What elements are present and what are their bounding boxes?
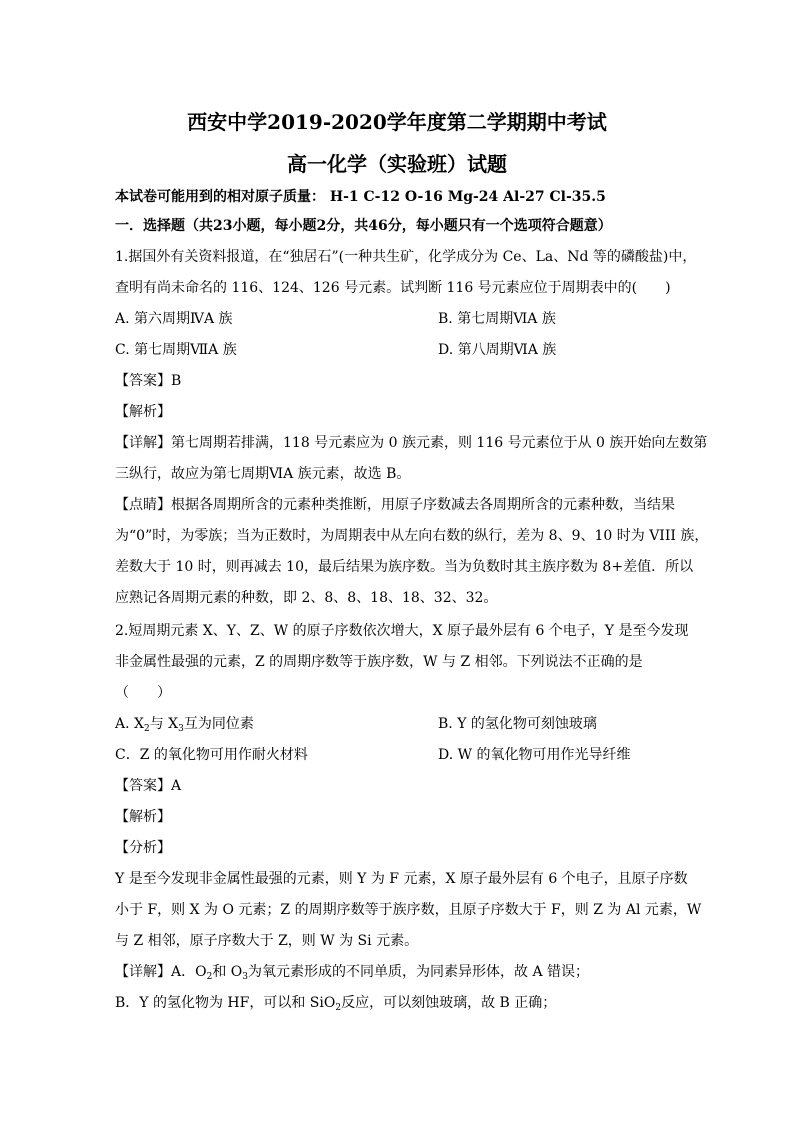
q2-option-d: D. W 的氧化物可用作光导纤维 [438,747,631,763]
q1-option-c: C. 第七周期ⅦA 族 [115,342,237,358]
q1-detail-line1: 【详解】第七周期若排满，118 号元素应为 0 族元素，则 116 号元素位于从 0 族开始向左数第 [115,435,708,451]
q2-detail-a-mid: 和 O [212,964,243,980]
q2-detail-a-sub1: 2 [206,972,213,982]
exam-title: 西安中学2019-2020学年度第二学期期中考试 [187,110,607,134]
q1-answer: 【答案】B [115,373,182,389]
q1-option-b: B. 第七周期ⅥA 族 [438,311,556,327]
q1-stem-line2: 查明有尚未命名的 116、124、126 号元素。试判断 116 号元素应位于周期表中的( ) [115,280,671,296]
q2-detail-b [115,993,556,1013]
q2-detail-a-sub2: 3 [242,972,248,982]
q1-analysis-tag: 【解析】 [115,404,171,420]
q2-stem-line3: （ ） [115,685,171,701]
q1-tip-line4: 应熟记各周期元素的种数，即 2、8、8、18、18、32、32。 [115,590,498,606]
q2-detail-b-sub: 2 [335,1003,342,1013]
atomic-masses-note: 本试卷可能用到的相对原子质量： H-1 C-12 O-16 Mg-24 Al-27 Cl-35.5 [115,189,606,205]
q2-detail-a-post: 为氧元素形成的不同单质，为同素异形体，故 A 错误； [248,964,590,980]
q2-option-a [115,714,254,734]
q2-option-a-mid: 与 X [149,716,179,732]
q2-stem-line2: 非金属性最强的元素，Z 的周期序数等于族序数，W 与 Z 相邻。下列说法不正确的是 [115,654,643,670]
q1-tip-line2: 为“0”时，为零族；当为正数时，为周期表中从左向右数的纵行，差为 8、9、10 时为 VIII 族， [115,528,709,544]
q1-option-d: D. 第八周期ⅥA 族 [438,342,557,358]
q2-detail-a [115,962,589,982]
q2-option-b: B. Y 的氢化物可刻蚀玻璃 [438,716,597,732]
q2-option-a-pre: A. X [115,716,144,732]
q1-stem-line1: 1.据国外有关资料报道，在“独居石”(一种共生矿，化学成分为 Ce、La、Nd 等的磷酸盐)中， [115,249,697,265]
q2-fenxi-line1: Y 是至今发现非金属性最强的元素，则 Y 为 F 元素，X 原子最外层有 6 个电子，且原子序数 [115,871,688,887]
q2-option-a-sub2: 3 [178,724,184,734]
q2-option-a-post: 互为同位素 [183,716,254,732]
q1-option-a: A. 第六周期ⅣA 族 [115,311,233,327]
q2-analysis-tag: 【解析】 [115,809,171,825]
q2-detail-b-pre: B．Y 的氢化物为 HF，可以和 SiO [115,995,336,1011]
q2-stem-line1: 2.短周期元素 X、Y、Z、W 的原子序数依次增大，X 原子最外层有 6 个电子，Y 是至今发现 [115,623,689,639]
q1-tip-line3: 差数大于 10 时，则再减去 10，最后结果为族序数。当为负数时其主族序数为 8+差值．所以 [115,559,694,575]
q1-detail-line2: 三纵行，故应为第七周期ⅥA 族元素，故选 B。 [115,466,411,482]
q2-answer: 【答案】A [115,778,182,794]
q2-fenxi-line3: 与 Z 相邻，原子序数大于 Z，则 W 为 Si 元素。 [115,933,419,949]
q2-detail-b-post: 反应，可以刻蚀玻璃，故 B 正确； [341,995,557,1011]
q2-option-a-sub1: 2 [143,724,150,734]
q1-tip-line1: 【点睛】根据各周期所含的元素种类推断，用原子序数减去各周期所含的元素种数，当结果 [115,497,675,513]
q2-fenxi-tag: 【分析】 [115,840,171,856]
q2-fenxi-line2: 小于 F，则 X 为 O 元素；Z 的周期序数等于族序数，且原子序数大于 F，则 Z 为 Al 元素，W [115,902,702,918]
q2-detail-a-pre: 【详解】A．O [115,964,207,980]
q2-option-c: C．Z 的氧化物可用作耐火材料 [115,747,308,763]
exam-subtitle: 高一化学（实验班）试题 [287,152,507,176]
section-heading: 一．选择题（共23小题，每小题2分，共46分，每小题只有一个选项符合题意） [115,218,612,234]
